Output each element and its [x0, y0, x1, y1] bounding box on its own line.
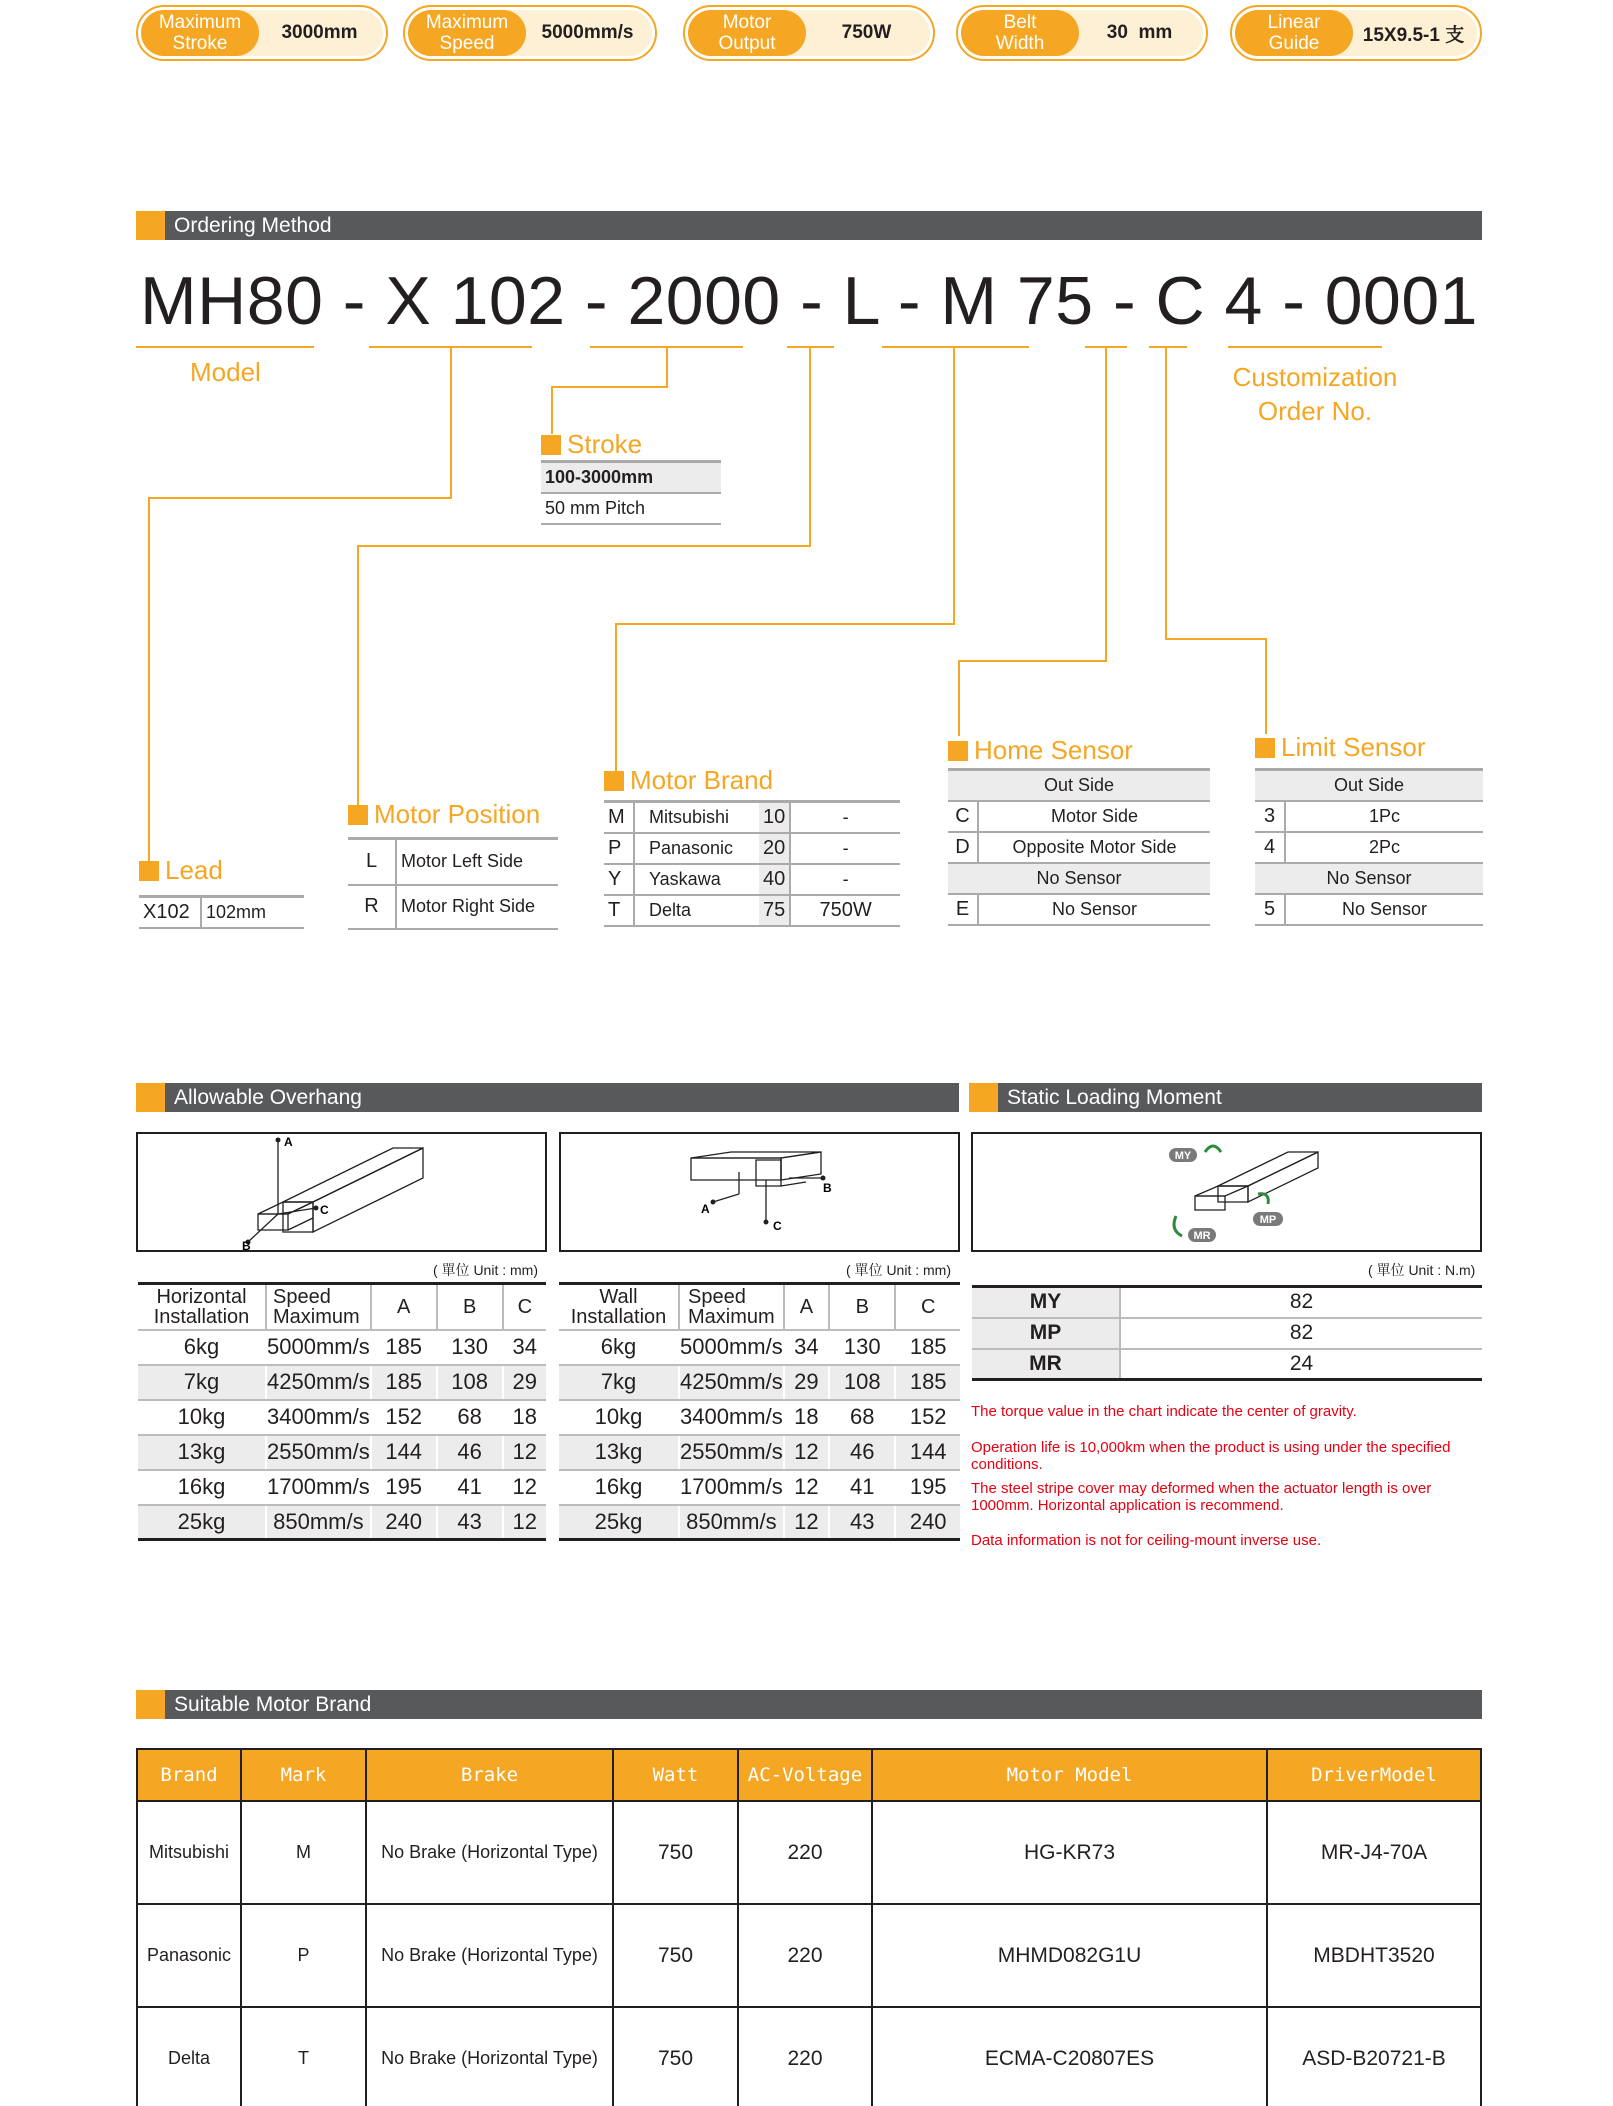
spec-label: Maximum Speed: [408, 10, 526, 56]
moment-label-my: MY: [1174, 1150, 1192, 1162]
stroke-title: Stroke: [541, 429, 642, 460]
table-row: 6kg 5000mm/s 185 130 34: [138, 1330, 546, 1365]
table-row: 13kg 2550mm/s 144 46 12: [138, 1435, 546, 1470]
home-sensor-label: No Sensor: [978, 894, 1210, 925]
moment-note: Data information is not for ceiling-mount inverse use.: [971, 1532, 1322, 1549]
table-row: 10kg 3400mm/s 152 68 18: [138, 1400, 546, 1435]
bullet-square-icon: [604, 771, 624, 791]
col-header: AC-Voltage: [738, 1749, 872, 1801]
bullet-square-icon: [541, 435, 561, 455]
section-title: Ordering Method: [174, 214, 332, 237]
spec-value: 750W: [841, 22, 892, 43]
lead-value: 102mm: [201, 897, 304, 928]
home-sensor-label: Motor Side: [978, 801, 1210, 832]
stroke-range: 100-3000mm: [541, 462, 721, 493]
col-header: B: [437, 1284, 503, 1330]
col-header: C: [503, 1284, 546, 1330]
col-header: B: [829, 1284, 895, 1330]
col-header: Brake: [366, 1749, 613, 1801]
brand-power: -: [790, 833, 900, 864]
brand-name: Mitsubishi: [634, 802, 759, 833]
spec-label: Motor Output: [688, 10, 806, 56]
table-row: MP 82: [972, 1318, 1482, 1349]
label-b: B: [823, 1181, 832, 1195]
actuator-wall-illustration: [561, 1134, 958, 1250]
overhang-unit-note: ( 單位 Unit : mm): [433, 1262, 538, 1278]
bullet-square-icon: [1255, 738, 1275, 758]
horizontal-overhang-diagram: [136, 1132, 547, 1252]
col-header: Motor Model: [872, 1749, 1267, 1801]
limit-sensor-title: Limit Sensor: [1255, 732, 1426, 763]
actuator-horizontal-illustration: [138, 1134, 545, 1250]
limit-sensor-label: No Sensor: [1285, 894, 1483, 925]
position-label: Motor Left Side: [396, 839, 558, 885]
home-sensor-code: C: [948, 801, 978, 832]
spec-pill-belt-width: [956, 5, 1208, 61]
brand-number: 20: [759, 833, 790, 864]
table-row: 7kg 4250mm/s 185 108 29: [138, 1365, 546, 1400]
label-c: C: [320, 1203, 329, 1217]
table-row: 25kg 850mm/s 240 43 12: [138, 1505, 546, 1540]
moment-note: The steel stripe cover may deformed when the actuator length is over 1000mm. Horizontal application is recommend.: [971, 1480, 1432, 1514]
spec-label: Maximum Stroke: [141, 10, 259, 56]
col-header: A: [371, 1284, 437, 1330]
limit-sensor-label: 1Pc: [1285, 801, 1483, 832]
section-bar-overhang: [136, 1083, 959, 1112]
spec-value: 30 mm: [1106, 22, 1173, 43]
position-code: R: [348, 885, 396, 929]
limit-sensor-code: 3: [1255, 801, 1285, 832]
home-sensor-label: No Sensor: [948, 863, 1210, 894]
limit-sensor-code: 5: [1255, 894, 1285, 925]
home-sensor-code: E: [948, 894, 978, 925]
stroke-pitch: 50 mm Pitch: [541, 493, 721, 524]
lead-code: X102: [139, 897, 201, 928]
motor-brand-table: [604, 800, 900, 927]
limit-sensor-label: 2Pc: [1285, 832, 1483, 863]
moment-diagram: [971, 1132, 1482, 1252]
motor-brand-title: Motor Brand: [604, 765, 773, 796]
moment-label-mr: MR: [1193, 1230, 1211, 1242]
label-b: B: [242, 1239, 251, 1250]
table-row: 7kg 4250mm/s 29 108 185: [559, 1365, 960, 1400]
static-moment-table: [972, 1285, 1482, 1381]
label-c: C: [773, 1219, 782, 1233]
brand-power: -: [790, 802, 900, 833]
col-header: C: [895, 1284, 960, 1330]
brand-code: M: [604, 802, 634, 833]
lead-title: Lead: [139, 855, 223, 886]
col-header: Speed Maximum: [266, 1284, 371, 1330]
moment-note: Operation life is 10,000km when the product is using under the specified conditions.: [971, 1439, 1451, 1473]
limit-sensor-table: [1255, 768, 1483, 926]
table-row: Panasonic P No Brake (Horizontal Type) 750 220 MHMD082G1U MBDHT3520: [137, 1904, 1481, 2007]
table-row: 16kg 1700mm/s 195 41 12: [138, 1470, 546, 1505]
position-code: L: [348, 839, 396, 885]
home-sensor-table: [948, 768, 1210, 926]
col-header: Speed Maximum: [679, 1284, 784, 1330]
table-row: MR 24: [972, 1349, 1482, 1380]
model-label: Model: [190, 357, 261, 387]
lead-table: [139, 895, 304, 929]
table-row: MY 82: [972, 1287, 1482, 1318]
spec-value: 15X9.5-1 支: [1362, 24, 1465, 46]
spec-pill-speed: [403, 5, 657, 61]
home-sensor-title: Home Sensor: [948, 735, 1133, 766]
motor-position-title: Motor Position: [348, 799, 540, 830]
motor-position-table: [348, 837, 558, 930]
limit-sensor-label: No Sensor: [1255, 863, 1483, 894]
moment-unit-note: ( 單位 Unit : N.m): [1368, 1262, 1476, 1278]
home-sensor-code: D: [948, 832, 978, 863]
brand-name: Yaskawa: [634, 864, 759, 895]
bullet-square-icon: [348, 805, 368, 825]
col-header: DriverModel: [1267, 1749, 1481, 1801]
table-row: 10kg 3400mm/s 18 68 152: [559, 1400, 960, 1435]
col-header: Brand: [137, 1749, 241, 1801]
table-row: Delta T No Brake (Horizontal Type) 750 220 ECMA-C20807ES ASD-B20721-B: [137, 2007, 1481, 2106]
stroke-table: [541, 460, 721, 525]
table-row: 25kg 850mm/s 12 43 240: [559, 1505, 960, 1540]
table-row: 6kg 5000mm/s 34 130 185: [559, 1330, 960, 1365]
spec-label: Linear Guide: [1235, 10, 1353, 56]
brand-name: Delta: [634, 895, 759, 926]
model-code: MH80 - X 102 - 2000 - L - M 75 - C 4 - 0001: [140, 263, 1479, 339]
limit-sensor-code: 4: [1255, 832, 1285, 863]
col-header: Horizontal Installation: [138, 1284, 266, 1330]
spec-pill-linear-guide: [1230, 5, 1482, 61]
wall-overhang-table: [559, 1282, 960, 1541]
label-a: A: [284, 1135, 293, 1149]
moment-label-mp: MP: [1259, 1214, 1277, 1226]
brand-power: 750W: [790, 895, 900, 926]
overhang-unit-note: ( 單位 Unit : mm): [846, 1262, 951, 1278]
table-row: Mitsubishi M No Brake (Horizontal Type) 750 220 HG-KR73 MR-J4-70A: [137, 1801, 1481, 1904]
horizontal-overhang-table: [138, 1282, 546, 1541]
bullet-square-icon: [139, 861, 159, 881]
brand-code: Y: [604, 864, 634, 895]
label-a: A: [701, 1202, 710, 1216]
section-bar-motor-brand: [136, 1690, 1482, 1719]
col-header: Mark: [241, 1749, 366, 1801]
position-label: Motor Right Side: [396, 885, 558, 929]
section-bar-ordering: [136, 211, 1482, 240]
spec-value: 3000mm: [281, 22, 358, 43]
spec-label: Belt Width: [961, 10, 1079, 56]
bullet-square-icon: [948, 741, 968, 761]
brand-number: 40: [759, 864, 790, 895]
spec-pill-motor-output: [683, 5, 935, 61]
spec-value: 5000mm/s: [541, 22, 634, 43]
table-row: 13kg 2550mm/s 12 46 144: [559, 1435, 960, 1470]
section-title: Static Loading Moment: [1007, 1086, 1222, 1109]
section-bar-moment: [969, 1083, 1482, 1112]
brand-code: T: [604, 895, 634, 926]
table-row: 16kg 1700mm/s 12 41 195: [559, 1470, 960, 1505]
home-sensor-header: Out Side: [948, 770, 1210, 801]
home-sensor-label: Opposite Motor Side: [978, 832, 1210, 863]
brand-name: Panasonic: [634, 833, 759, 864]
brand-power: -: [790, 864, 900, 895]
section-title: Suitable Motor Brand: [174, 1693, 372, 1716]
brand-number: 10: [759, 802, 790, 833]
section-title: Allowable Overhang: [174, 1086, 362, 1109]
col-header: Watt: [613, 1749, 738, 1801]
col-header: Wall Installation: [559, 1284, 679, 1330]
brand-code: P: [604, 833, 634, 864]
limit-sensor-header: Out Side: [1255, 770, 1483, 801]
motor-brand-table: [136, 1748, 1482, 2106]
customization-label: Customization Order No.: [1232, 362, 1398, 426]
brand-number: 75: [759, 895, 790, 926]
spec-pill-stroke: [136, 5, 388, 61]
wall-overhang-diagram: [559, 1132, 960, 1252]
moment-axes-illustration: [973, 1134, 1480, 1250]
col-header: A: [784, 1284, 829, 1330]
moment-note: The torque value in the chart indicate the center of gravity.: [971, 1403, 1357, 1420]
